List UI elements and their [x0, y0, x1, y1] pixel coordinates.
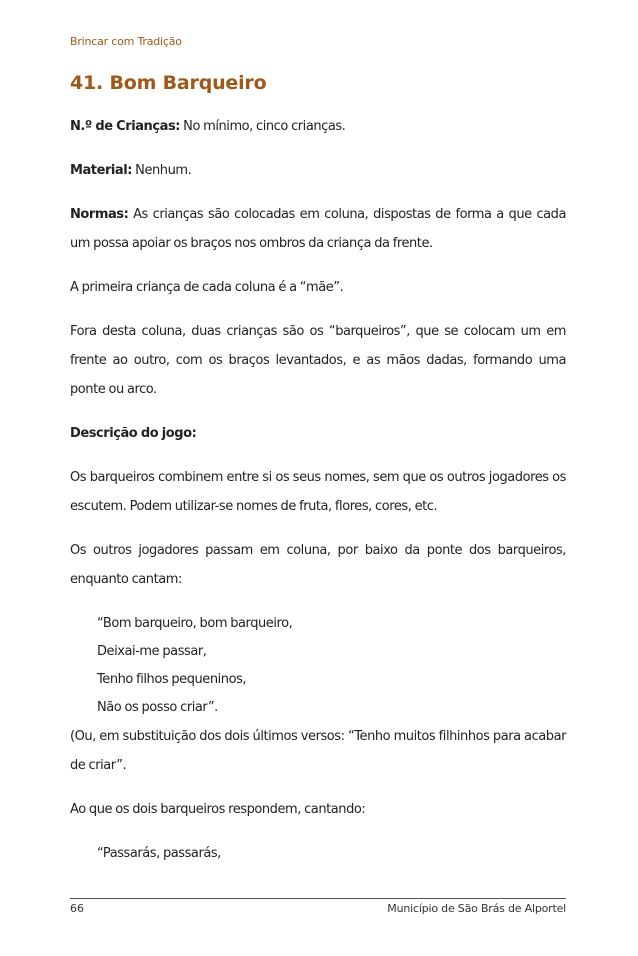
- song-verse: Tenho filhos pequeninos,: [97, 672, 247, 687]
- running-header: Brincar com Tradição: [70, 35, 182, 48]
- game-title: 41. Bom Barqueiro: [70, 72, 267, 94]
- description-heading: [70, 419, 566, 448]
- names-paragraph: Os barqueiros combinem entre si os seus nomes, sem que os outros jogadores os escutem. Podem utilizar-se nomes de fruta, flores, cores, etc.: [70, 470, 566, 514]
- pass-paragraph: Os outros jogadores passam em coluna, por baixo da ponte dos barqueiros, enquanto cantam:: [70, 543, 566, 587]
- alternative-paragraph: (Ou, em substituição dos dois últimos versos: “Tenho muitos filhinhos para acabar de criar”.: [70, 729, 566, 773]
- children-count-value: No mínimo, cinco crianças.: [179, 119, 346, 134]
- children-count-line: [70, 112, 566, 141]
- material-label: Material:: [70, 163, 132, 178]
- description-heading-text: Descrição do jogo:: [70, 426, 197, 441]
- children-count-label: N.º de Crianças:: [70, 119, 180, 134]
- document-body: [70, 112, 566, 868]
- bridge-paragraph: Fora desta coluna, duas crianças são os “barqueiros”, que se colocam um em frente ao outro, com os braços levantados, e as mãos dadas, formando uma ponte ou arco.: [70, 324, 566, 397]
- material-value: Nenhum.: [132, 163, 192, 178]
- answer-paragraph: Ao que os dois barqueiros respondem, cantando:: [70, 802, 366, 817]
- rules-paragraph: [70, 200, 566, 258]
- rules-value: As crianças são colocadas em coluna, dispostas de forma a que cada um possa apoiar os braços nos ombros da criança da frente.: [70, 207, 566, 251]
- answer-verse: “Passarás, passarás,: [97, 846, 221, 861]
- material-line: [70, 156, 566, 185]
- footer-publisher: Município de São Brás de Alportel: [387, 902, 566, 915]
- mother-paragraph: A primeira criança de cada coluna é a “mãe”.: [70, 280, 344, 295]
- song-verse: Não os posso criar”.: [97, 700, 218, 715]
- page-number: 66: [70, 902, 84, 915]
- song-verse: Deixai-me passar,: [97, 644, 207, 659]
- rules-label: Normas:: [70, 207, 129, 222]
- song-verse: “Bom barqueiro, bom barqueiro,: [97, 616, 293, 631]
- footer-divider: [70, 898, 566, 899]
